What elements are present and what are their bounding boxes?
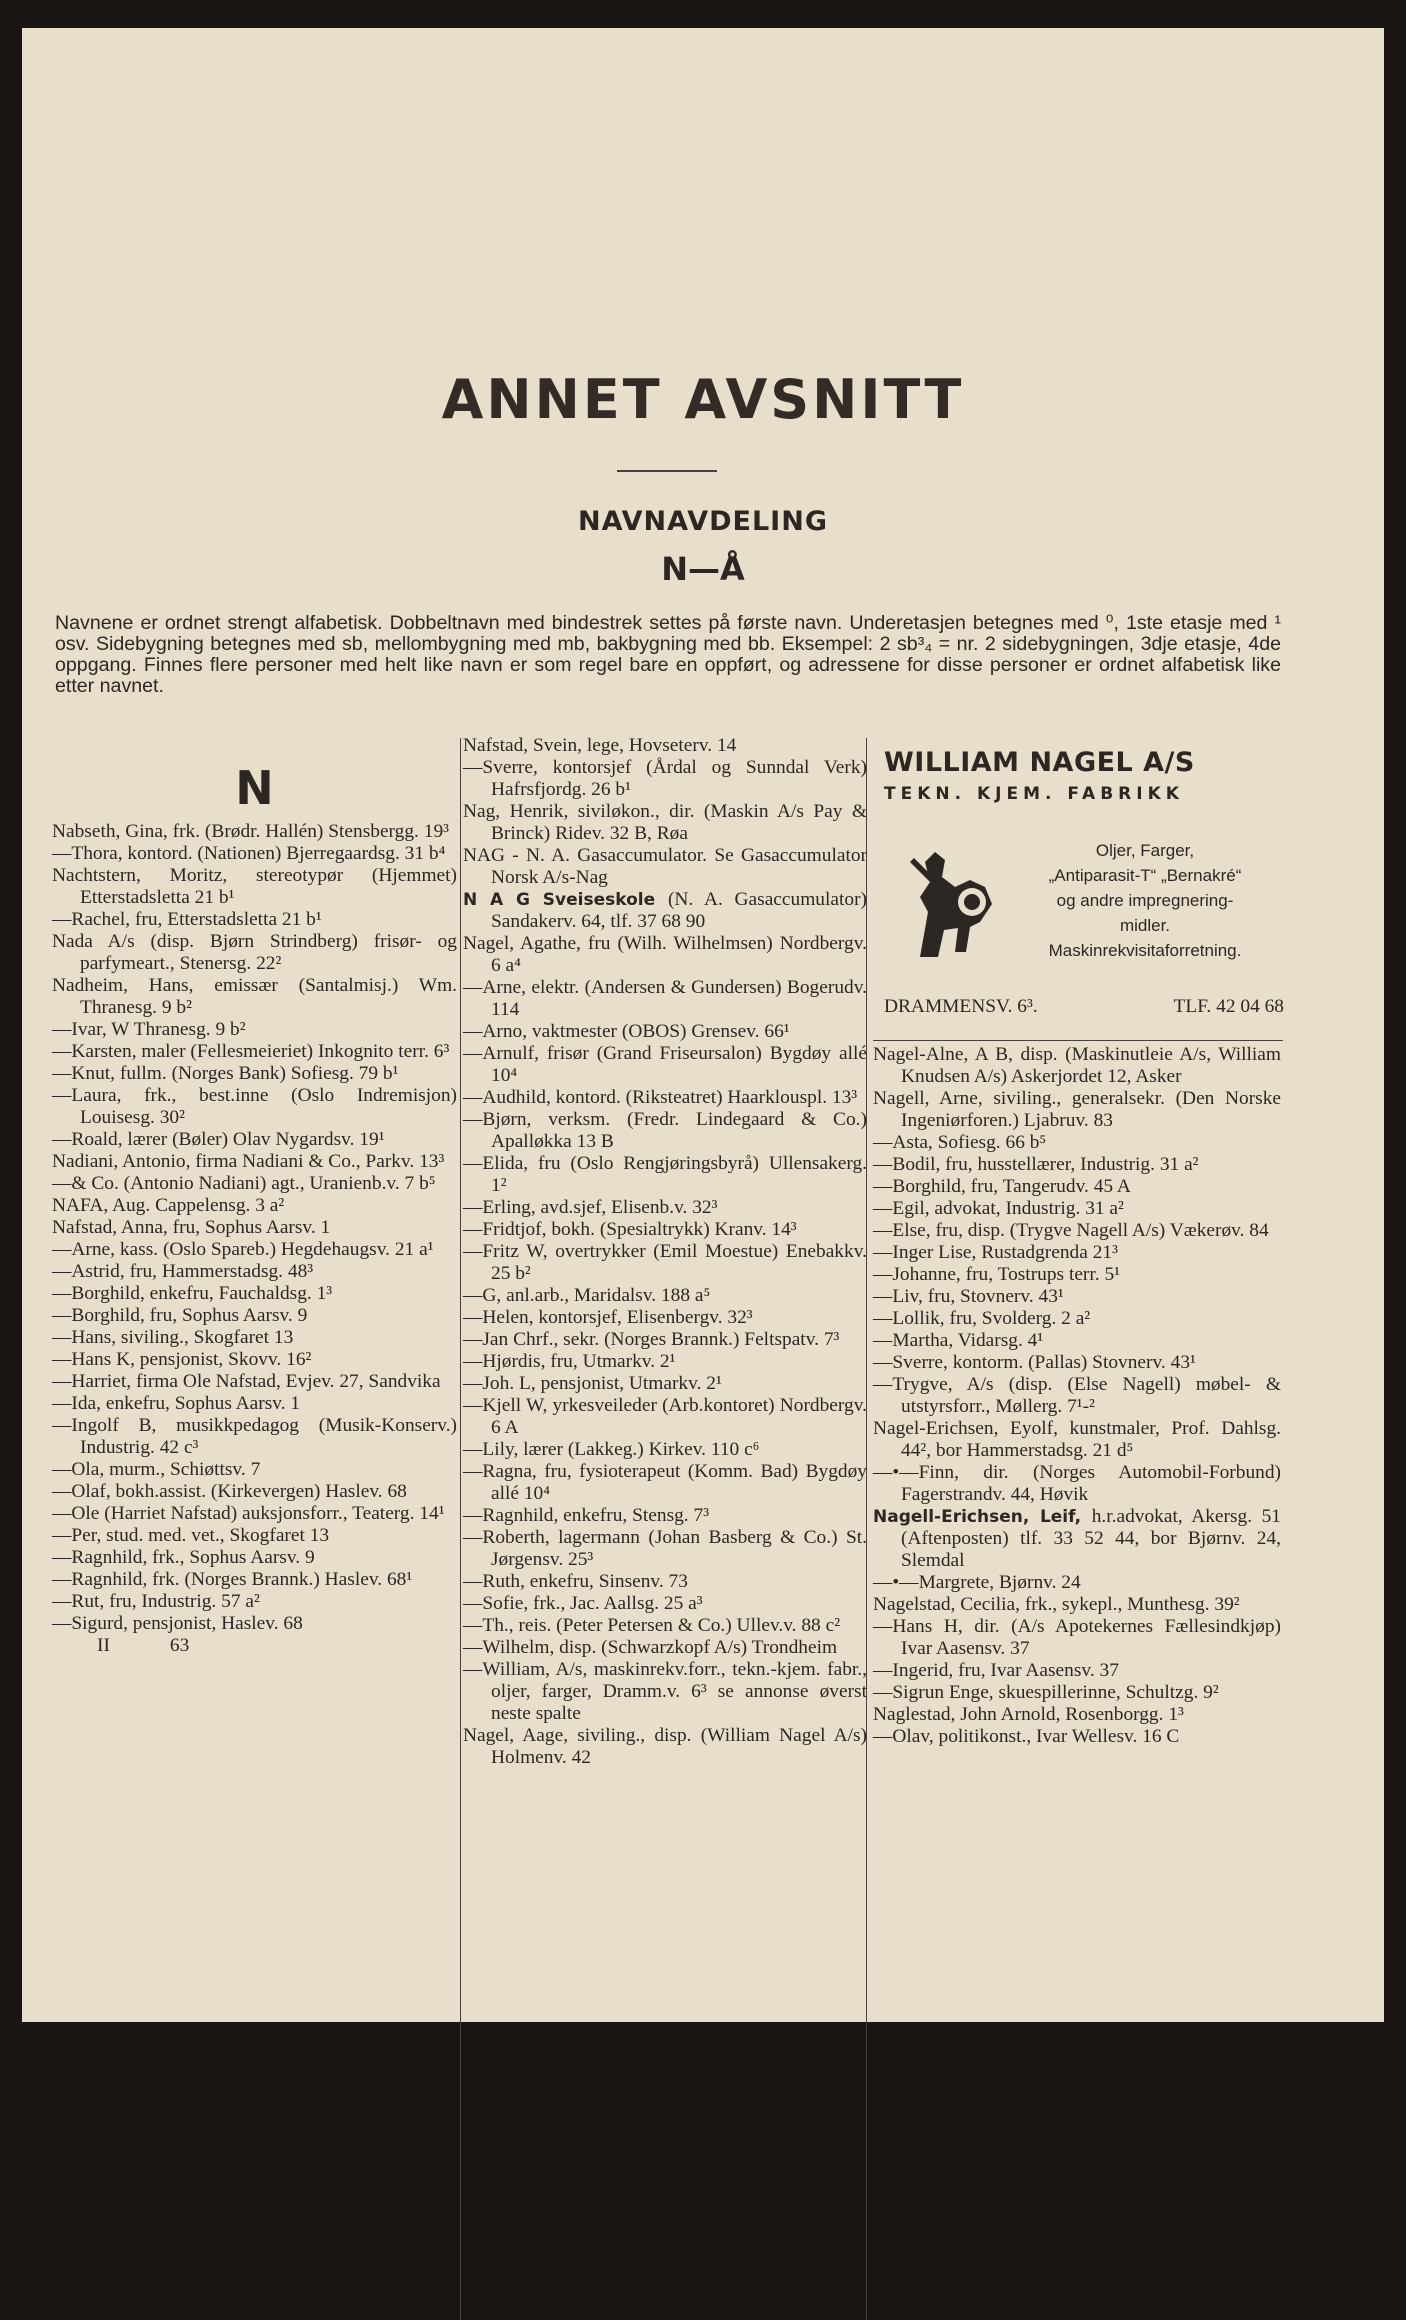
directory-entry: —Hans H, dir. (A/s Apotekernes Fællesindkjøp) Ivar Aasensv. 37: [873, 1616, 1281, 1659]
directory-entry: —& Co. (Antonio Nadiani) agt., Uranienb.v. 7 b⁵: [52, 1173, 436, 1194]
ad-address: DRAMMENSV. 6³.: [884, 996, 1038, 1017]
directory-entry: Nadiani, Antonio, firma Nadiani & Co., Parkv. 13³: [52, 1151, 445, 1172]
directory-entry: Nagel-Alne, A B, disp. (Maskinutleie A/s, William Knudsen A/s) Askerjordet 12, Asker: [873, 1044, 1281, 1087]
directory-entry: —Arne, elektr. (Andersen & Gundersen) Bogerudv. 114: [463, 977, 867, 1020]
directory-entry: —Joh. L, pensjonist, Utmarkv. 2¹: [463, 1373, 722, 1394]
page-title: ANNET AVSNITT: [441, 368, 965, 431]
directory-entry: —Th., reis. (Peter Petersen & Co.) Ullev.v. 88 c²: [463, 1615, 841, 1636]
directory-entry: —Erling, avd.sjef, Elisenb.v. 32³: [463, 1197, 718, 1218]
footer-right: 63: [169, 1635, 190, 1656]
directory-entry: —Ragna, fru, fysioterapeut (Komm. Bad) Bygdøy allé 10⁴: [463, 1461, 867, 1504]
directory-entry: Nagell-Erichsen, Leif, h.r.advokat, Akersg. 51 (Aftenposten) tlf. 33 52 44, bor Bjørnv. 24, Slemdal: [873, 1506, 1281, 1571]
directory-entry: —Johanne, fru, Tostrups terr. 5¹: [873, 1264, 1120, 1285]
directory-entry: —Borghild, fru, Sophus Aarsv. 9: [52, 1305, 308, 1326]
directory-entry: —•—Finn, dir. (Norges Automobil-Forbund) Fagerstrandv. 44, Høvik: [873, 1462, 1281, 1505]
directory-entry: —Roberth, lagermann (Johan Basberg & Co.) St. Jørgensv. 25³: [463, 1527, 867, 1570]
section-subtitle: NAVNAVDELING: [578, 506, 828, 537]
ad-text: [1006, 838, 1284, 963]
directory-entry: —G, anl.arb., Maridalsv. 188 a⁵: [463, 1285, 711, 1306]
directory-entry: —Wilhelm, disp. (Schwarzkopf A/s) Trondheim: [463, 1637, 838, 1658]
directory-entry: —Bodil, fru, husstellærer, Industrig. 31 a²: [873, 1154, 1199, 1175]
directory-entry: Nagel, Agathe, fru (Wilh. Wilhelmsen) Nordbergv. 6 a⁴: [463, 933, 867, 976]
directory-entry: —Sigurd, pensjonist, Haslev. 68: [52, 1613, 303, 1634]
directory-entry: —Arne, kass. (Oslo Spareb.) Hegdehaugsv. 21 a¹: [52, 1239, 434, 1260]
directory-entry: —Olav, politikonst., Ivar Wellesv. 16 C: [873, 1726, 1180, 1747]
ad-line: Oljer, Farger,: [1095, 841, 1195, 860]
directory-entry: —Ivar, W Thranesg. 9 b²: [52, 1019, 246, 1040]
directory-entry: —Sofie, frk., Jac. Aallsg. 25 a³: [463, 1593, 703, 1614]
ad-phone: TLF. 42 04 68: [1173, 996, 1284, 1017]
directory-entry: —Roald, lærer (Bøler) Olav Nygardsv. 19¹: [52, 1129, 385, 1150]
directory-entry: —Lollik, fru, Svolderg. 2 a²: [873, 1308, 1091, 1329]
column-3: [873, 1044, 1281, 1748]
directory-entry: —Ingerid, fru, Ivar Aasensv. 37: [873, 1660, 1119, 1681]
section-letter: N: [235, 761, 274, 815]
directory-entry: —•—Margrete, Bjørnv. 24: [873, 1572, 1081, 1593]
directory-entry: —Astrid, fru, Hammerstadsg. 48³: [52, 1261, 314, 1282]
directory-entry: —Egil, advokat, Industrig. 31 a²: [873, 1198, 1124, 1219]
directory-entry: —Elida, fru (Oslo Rengjøringsbyrå) Ullensakerg. 1²: [463, 1153, 867, 1196]
directory-entry: —Hans K, pensjonist, Skovv. 16²: [52, 1349, 312, 1370]
column-2: [463, 735, 867, 1769]
directory-entry: —Karsten, maler (Fellesmeieriet) Inkognito terr. 6³: [52, 1041, 450, 1062]
directory-entry: —Ida, enkefru, Sophus Aarsv. 1: [52, 1393, 301, 1414]
directory-entry: —Trygve, A/s (disp. (Else Nagell) møbel- & utstyrsforr., Møllerg. 7¹-²: [873, 1374, 1281, 1417]
directory-entry: —Laura, frk., best.inne (Oslo Indremisjon) Louisesg. 30²: [52, 1085, 457, 1128]
directory-entry: —Thora, kontord. (Nationen) Bjerregaardsg. 31 b⁴: [52, 843, 446, 864]
ad-line: „Antiparasit-T“ „Bernakré“: [1048, 866, 1242, 885]
directory-entry: N A G Sveiseskole (N. A. Gasaccumulator) Sandakerv. 64, tlf. 37 68 90: [463, 889, 867, 932]
directory-entry: Nagel, Aage, siviling., disp. (William Nagel A/s) Holmenv. 42: [463, 1725, 867, 1768]
directory-entry: —Asta, Sofiesg. 66 b⁵: [873, 1132, 1047, 1153]
entry-bold-name: N A G Sveiseskole: [463, 890, 668, 910]
directory-entry: —Fridtjof, bokh. (Spesialtrykk) Kranv. 14³: [463, 1219, 797, 1240]
ad-line: Maskinrekvisitaforretning.: [1048, 941, 1242, 960]
directory-entry: —Per, stud. med. vet., Skogfaret 13: [52, 1525, 330, 1546]
directory-entry: —Sverre, kontorm. (Pallas) Stovnerv. 43¹: [873, 1352, 1196, 1373]
directory-entry: —Ola, murm., Schiøttsv. 7: [52, 1459, 261, 1480]
directory-entry: Nabseth, Gina, frk. (Brødr. Hallén) Stensbergg. 19³: [52, 821, 449, 842]
directory-entry: Nachtstern, Moritz, stereotypør (Hjemmet) Etterstadsletta 21 b¹: [52, 865, 457, 908]
directory-entry: —Harriet, firma Ole Nafstad, Evjev. 27, Sandvika: [52, 1371, 441, 1392]
directory-entry: Nafstad, Svein, lege, Hovseterv. 14: [463, 735, 737, 756]
page-footer: [52, 1635, 457, 1657]
directory-entry: —Sigrun Enge, skuespillerinne, Schultzg. 9²: [873, 1682, 1219, 1703]
directory-entry: —Arno, vaktmester (OBOS) Grensev. 66¹: [463, 1021, 790, 1042]
directory-entry: Nafstad, Anna, fru, Sophus Aarsv. 1: [52, 1217, 331, 1238]
footer-left: II: [97, 1635, 110, 1656]
ad-bottom-rule: [873, 1040, 1283, 1041]
directory-entry: NAG - N. A. Gasaccumulator. Se Gasaccumulator Norsk A/s-Nag: [463, 845, 867, 888]
directory-entry: —William, A/s, maskinrekv.forr., tekn.-kjem. fabr., oljer, farger, Dramm.v. 6³ se annonse øverst neste spalte: [463, 1659, 867, 1724]
directory-entry: NAFA, Aug. Cappelensg. 3 a²: [52, 1195, 285, 1216]
directory-entry: —Ragnhild, frk. (Norges Brannk.) Haslev. 68¹: [52, 1569, 413, 1590]
directory-entry: —Helen, kontorsjef, Elisenbergv. 32³: [463, 1307, 753, 1328]
ad-line: og andre impregnering-: [1056, 891, 1234, 910]
column-divider-1: [460, 738, 461, 2320]
directory-entry: —Kjell W, yrkesveileder (Arb.kontoret) Nordbergv. 6 A: [463, 1395, 867, 1438]
directory-entry: Nag, Henrik, siviløkon., dir. (Maskin A/s Pay & Brinck) Ridev. 32 B, Røa: [463, 801, 867, 844]
directory-entry: Naglestad, John Arnold, Rosenborgg. 1³: [873, 1704, 1184, 1725]
directory-entry: —Ragnhild, frk., Sophus Aarsv. 9: [52, 1547, 315, 1568]
directory-entry: —Arnulf, frisør (Grand Friseursalon) Bygdøy allé 10⁴: [463, 1043, 867, 1086]
directory-entry: —Olaf, bokh.assist. (Kirkevergen) Haslev. 68: [52, 1481, 407, 1502]
column-1: [52, 760, 457, 1657]
column-3-entries: [873, 1044, 1281, 1748]
directory-entry: —Inger Lise, Rustadgrenda 21³: [873, 1242, 1118, 1263]
title-rule: [617, 470, 717, 472]
directory-entry: —Knut, fullm. (Norges Bank) Sofiesg. 79 b¹: [52, 1063, 399, 1084]
directory-entry: Nagelstad, Cecilia, frk., sykepl., Munthesg. 39²: [873, 1594, 1240, 1615]
directory-entry: —Fritz W, overtrykker (Emil Moestue) Enebakkv. 25 b²: [463, 1241, 867, 1284]
directory-entry: —Ingolf B, musikkpedagog (Musik-Konserv.) Industrig. 42 c³: [52, 1415, 457, 1458]
ad-company-sub: TEKN. KJEM. FABRIKK: [884, 784, 1184, 804]
directory-entry: —Hjørdis, fru, Utmarkv. 2¹: [463, 1351, 676, 1372]
ad-contact: [884, 996, 1284, 1018]
directory-entry: —Hans, siviling., Skogfaret 13: [52, 1327, 294, 1348]
ad-line: midler.: [1119, 916, 1171, 935]
directory-entry: —Borghild, fru, Tangerudv. 45 A: [873, 1176, 1131, 1197]
directory-entry: —Borghild, enkefru, Fauchaldsg. 1³: [52, 1283, 333, 1304]
directory-entry: —Ragnhild, enkefru, Stensg. 7³: [463, 1505, 710, 1526]
letter-range: N—Å: [661, 550, 745, 588]
directory-entry: Nagel-Erichsen, Eyolf, kunstmaler, Prof. Dahlsg. 44², bor Hammerstadsg. 21 d⁵: [873, 1418, 1281, 1461]
directory-entry: —Rachel, fru, Etterstadsletta 21 b¹: [52, 909, 322, 930]
directory-entry: Nadheim, Hans, emissær (Santalmisj.) Wm. Thranesg. 9 b²: [52, 975, 457, 1018]
directory-entry: —Audhild, kontord. (Riksteatret) Haarklouspl. 13³: [463, 1087, 858, 1108]
directory-entry: Nagell, Arne, siviling., generalsekr. (Den Norske Ingeniørforen.) Ljabruv. 83: [873, 1088, 1281, 1131]
ad-company-name: WILLIAM NAGEL A/S: [884, 747, 1195, 778]
directory-entry: —Jan Chrf., sekr. (Norges Brannk.) Feltspatv. 7³: [463, 1329, 840, 1350]
directory-entry: Nada A/s (disp. Bjørn Strindberg) frisør- og parfymeart., Stenersg. 22²: [52, 931, 457, 974]
directory-entry: —Bjørn, verksm. (Fredr. Lindegaard & Co.) Apalløkka 13 B: [463, 1109, 867, 1152]
directory-entry: —Martha, Vidarsg. 4¹: [873, 1330, 1044, 1351]
directory-entry: —Liv, fru, Stovnerv. 43¹: [873, 1286, 1064, 1307]
column-2-entries: [463, 735, 867, 1769]
intro-paragraph: Navnene er ordnet strengt alfabetisk. Dobbeltnavn med bindestrek settes på første navn. Underetasjen betegnes med ⁰, 1ste etasje med ¹ osv. Sidebygning betegnes med sb, mellombygning med mb, bakbygning med bb. Eksempel: 2 sb³₄ = nr. 2 sidebygningen, 3dje etasje, 4de oppgang. Finnes flere personer med helt like navn er som regel bare en oppført, og adressene for disse personer er ordnet alfabetisk like etter navnet.: [55, 612, 1281, 697]
directory-entry: —Else, fru, disp. (Trygve Nagell A/s) Vækerøv. 84: [873, 1220, 1269, 1241]
directory-entry: —Sverre, kontorsjef (Årdal og Sunndal Verk) Hafrsfjordg. 26 b¹: [463, 757, 867, 800]
directory-entry: —Ole (Harriet Nafstad) auksjonsforr., Teaterg. 14¹: [52, 1503, 445, 1524]
warrior-logo-icon: [900, 842, 1000, 960]
entry-bold-name: Nagell-Erichsen, Leif,: [873, 1507, 1092, 1527]
directory-entry: —Ruth, enkefru, Sinsenv. 73: [463, 1571, 688, 1592]
column-1-entries: [52, 821, 457, 1635]
nagel-advertisement: [884, 746, 1284, 1036]
directory-entry: —Rut, fru, Industrig. 57 a²: [52, 1591, 260, 1612]
directory-entry: —Lily, lærer (Lakkeg.) Kirkev. 110 c⁶: [463, 1439, 760, 1460]
